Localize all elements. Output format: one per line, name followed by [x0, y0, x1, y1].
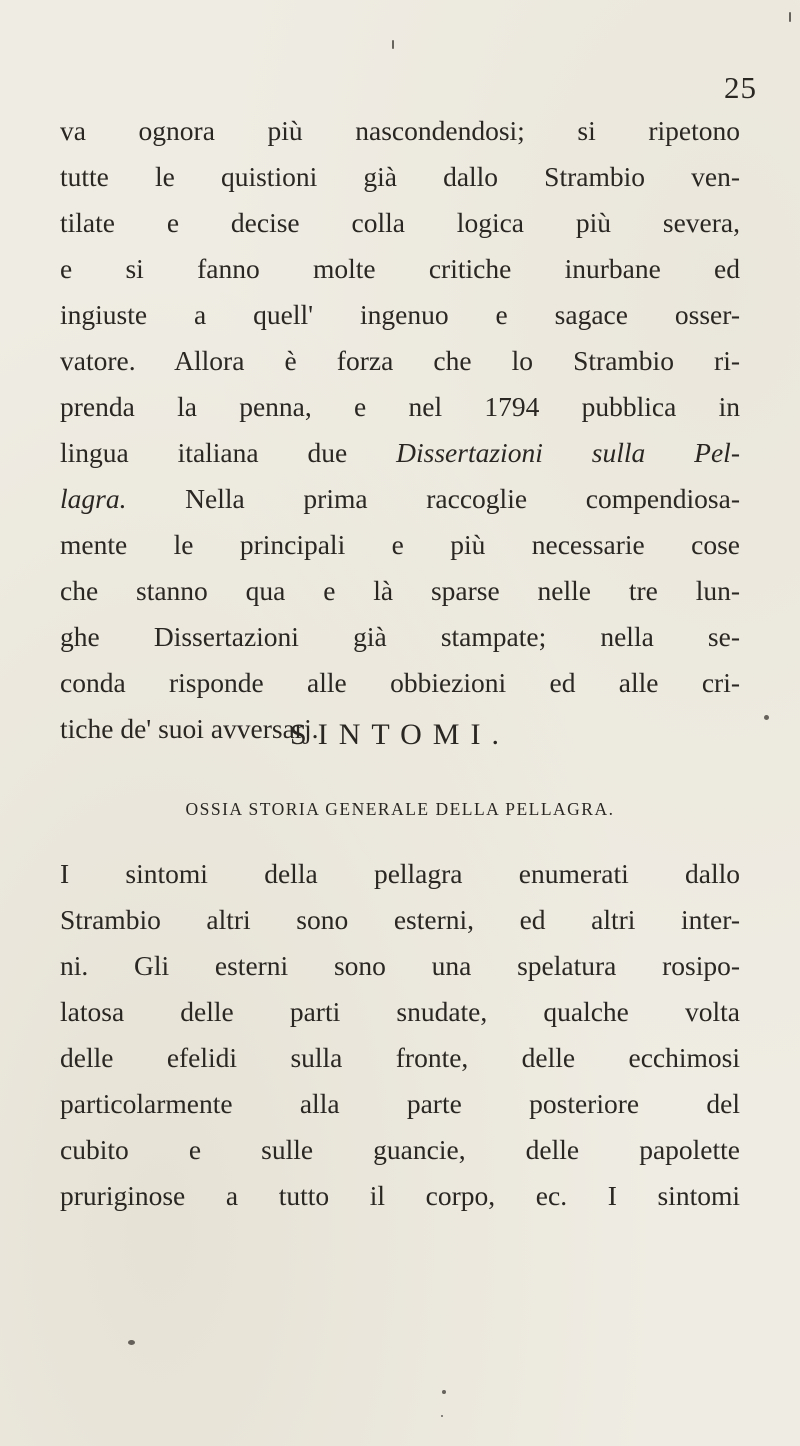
italic-title: lagra. — [60, 483, 127, 514]
section-subheading: OSSIA STORIA GENERALE DELLA PELLAGRA. — [185, 799, 615, 819]
text-line: prenda la penna, e nel 1794 pubblica in — [60, 391, 740, 422]
text-line: pruriginose a tutto il corpo, ec. I sintomi — [60, 1180, 740, 1211]
text-line: delle efelidi sulla fronte, delle ecchimosi — [60, 1042, 740, 1073]
text-line: ingiuste a quell' ingenuo e sagace osser- — [60, 299, 740, 330]
text-line: latosa delle parti snudate, qualche volta — [60, 996, 740, 1027]
ink-speck — [764, 715, 769, 720]
ink-speck — [789, 12, 791, 22]
text-line: conda risponde alle obbiezioni ed alle cri- — [60, 667, 740, 698]
text-line: I sintomi della pellagra enumerati dallo — [60, 858, 740, 889]
section-heading: SINTOMI. — [290, 718, 510, 751]
text-line: ni. Gli esterni sono una spelatura rosipo- — [60, 950, 740, 981]
paragraph-sintomi — [60, 851, 740, 1219]
text-line: tilate e decise colla logica più severa, — [60, 207, 740, 238]
text-line: tutte le quistioni già dallo Strambio ven- — [60, 161, 740, 192]
ink-speck — [441, 1415, 443, 1417]
page-number: 25 — [724, 70, 757, 105]
text-line: ghe Dissertazioni già stampate; nella se- — [60, 621, 740, 652]
ink-speck — [442, 1390, 446, 1394]
text-line: e si fanno molte critiche inurbane ed — [60, 253, 740, 284]
text-line: Strambio altri sono esterni, ed altri inter- — [60, 904, 740, 935]
text-run: Nella prima raccoglie compendiosa- — [126, 483, 740, 514]
text-line: cubito e sulle guancie, delle papolette — [60, 1134, 740, 1165]
paragraph-dissertazioni — [60, 108, 740, 752]
text-line: va ognora più nascondendosi; si ripetono — [60, 115, 740, 146]
text-line — [60, 476, 740, 522]
text-line: che stanno qua e là sparse nelle tre lun- — [60, 575, 740, 606]
text-line: tiche de' suoi avversarj. — [60, 713, 319, 744]
ink-speck — [128, 1340, 135, 1345]
text-line: vatore. Allora è forza che lo Strambio ri- — [60, 345, 740, 376]
text-line: particolarmente alla parte posteriore del — [60, 1088, 740, 1119]
text-run: lingua italiana due — [60, 437, 397, 468]
italic-title: Dissertazioni sulla Pel- — [396, 437, 740, 468]
text-line: mente le principali e più necessarie cose — [60, 529, 740, 560]
ink-speck — [392, 40, 394, 49]
text-line — [60, 430, 740, 476]
